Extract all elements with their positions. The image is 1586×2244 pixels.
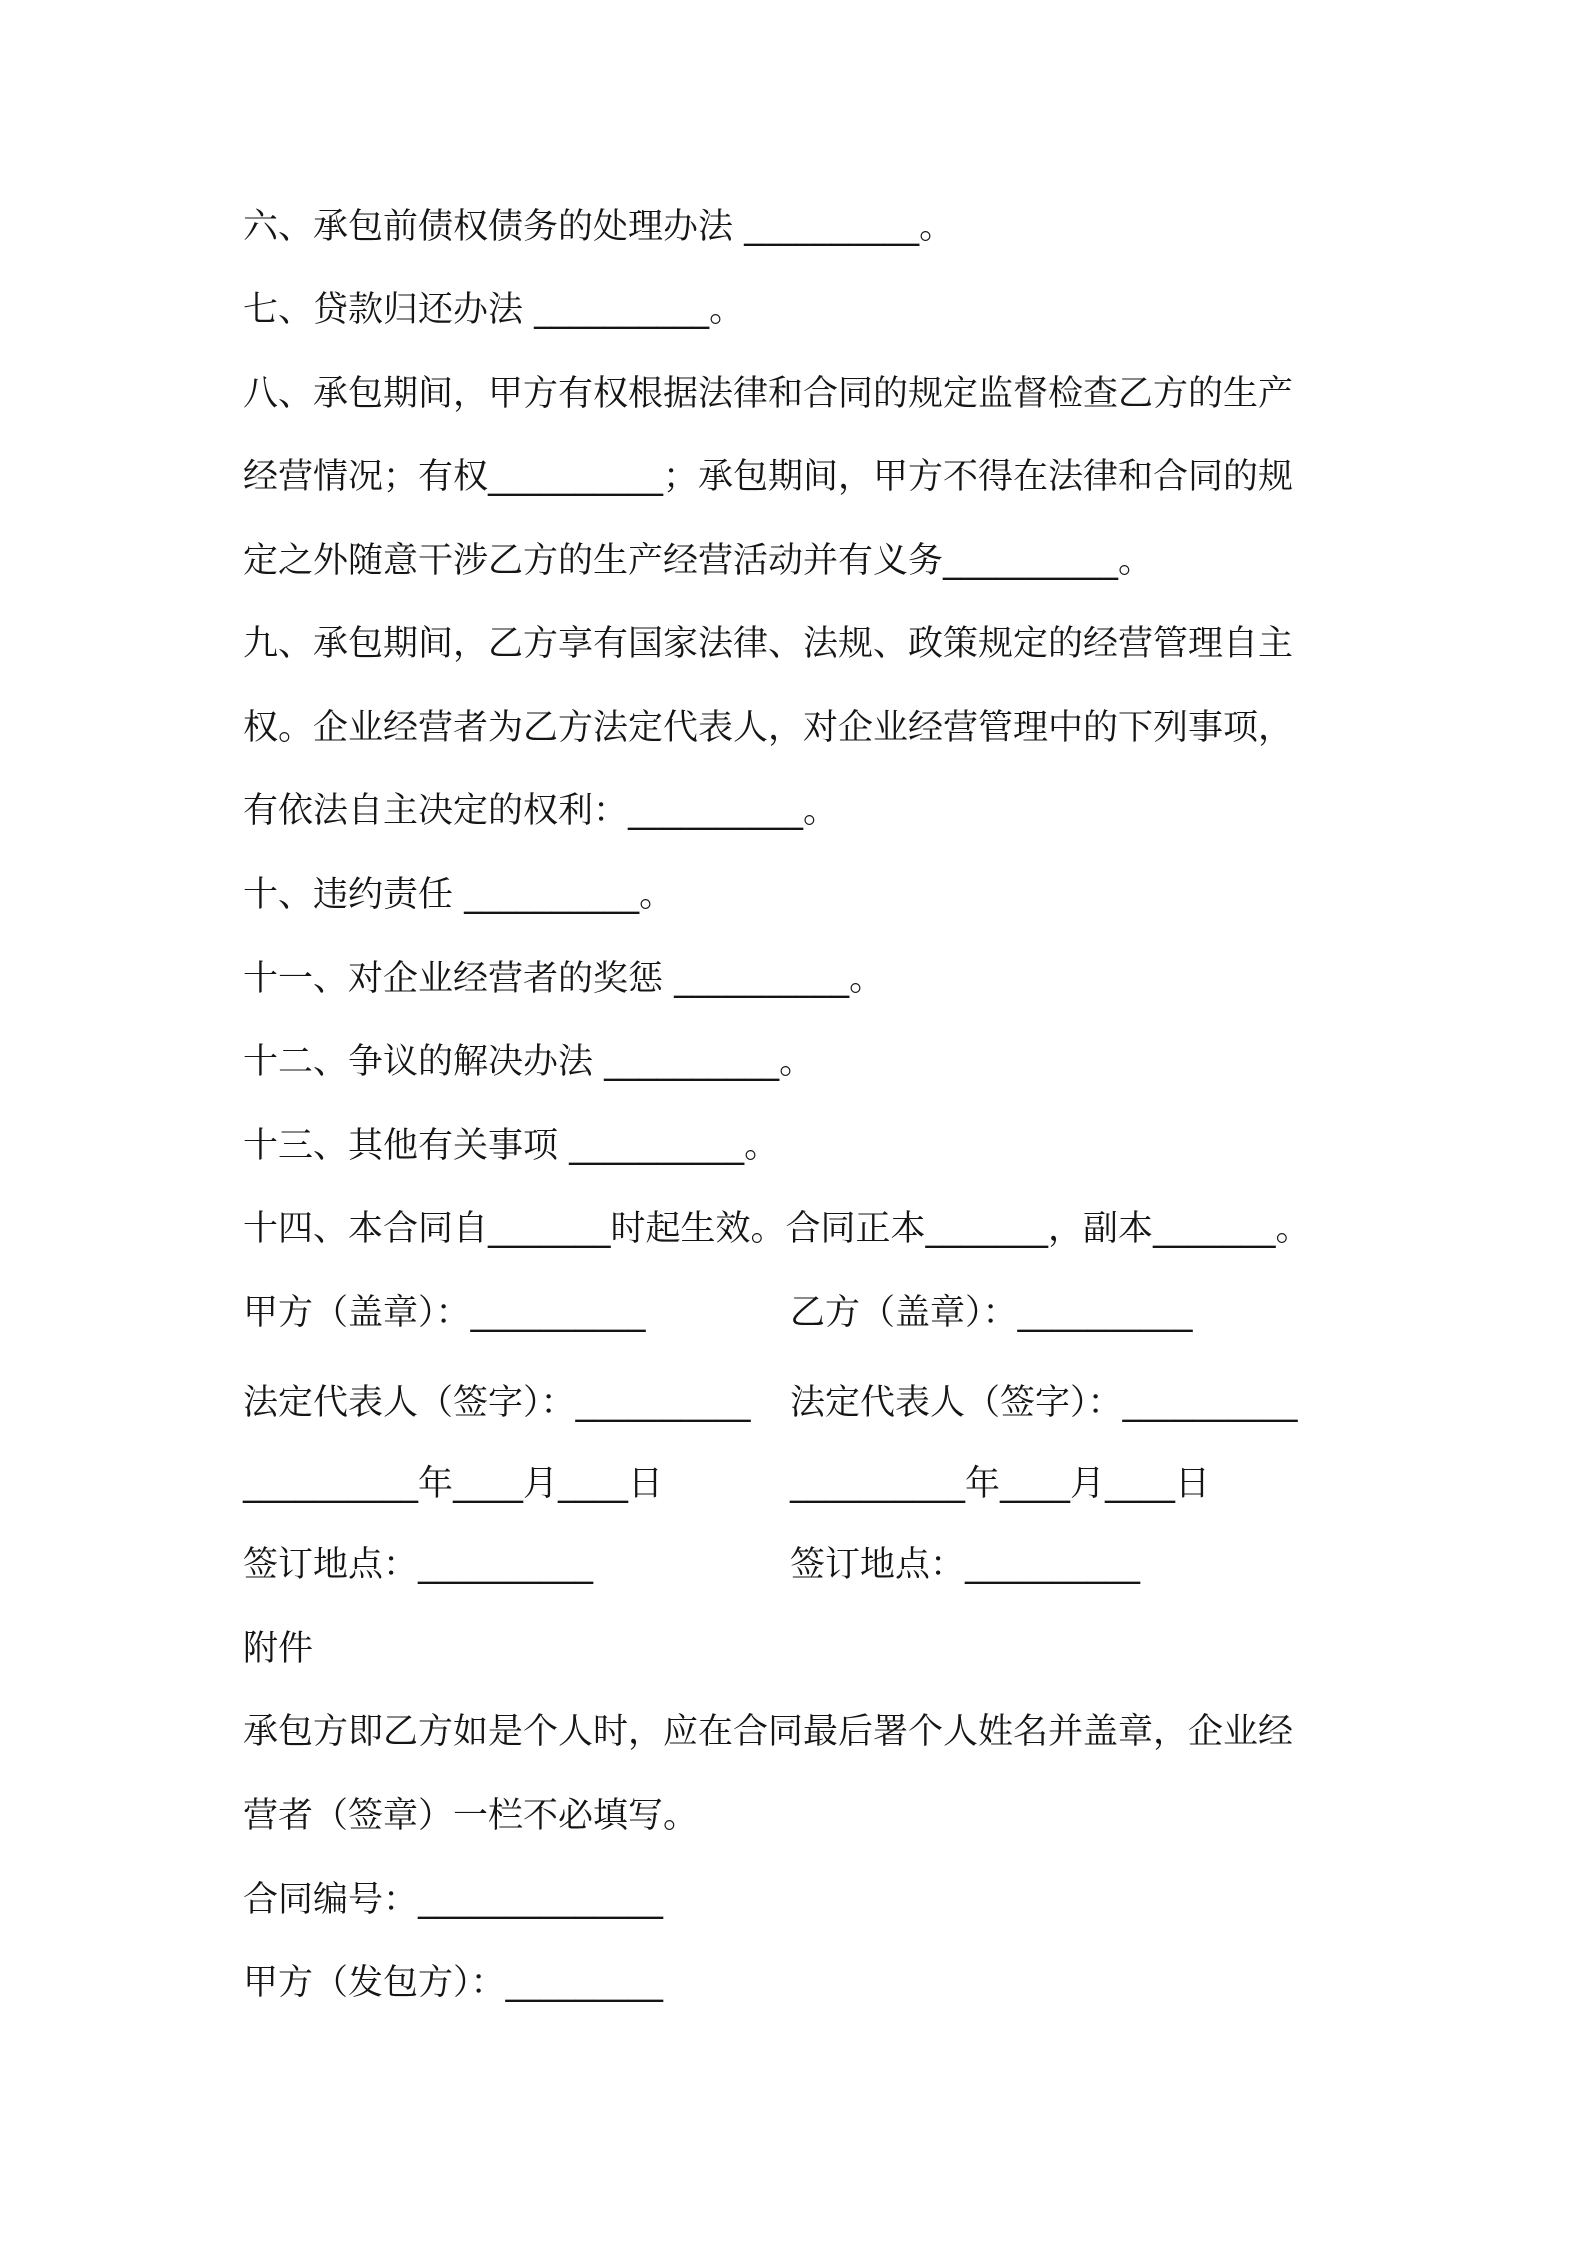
clause-14: 十四、本合同自_______时起生效。合同正本_______，副本_______。	[243, 1209, 1311, 1249]
party-b-date: __________年____月____日	[790, 1464, 1211, 1504]
party-a-representative: 法定代表人（签字）：__________	[243, 1383, 751, 1423]
clause-7: 七、贷款归还办法 __________。	[243, 290, 745, 330]
clause-10: 十、违约责任 __________。	[243, 875, 675, 915]
clause-9-line-3: 有依法自主决定的权利：__________。	[243, 791, 839, 831]
appendix-note-line-2: 营者（签章）一栏不必填写。	[243, 1796, 699, 1836]
clause-8-line-2: 经营情况；有权__________；承包期间，甲方不得在法律和合同的规	[243, 457, 1294, 497]
clause-8-line-1: 八、承包期间，甲方有权根据法律和合同的规定监督检查乙方的生产	[243, 374, 1294, 414]
clause-11: 十一、对企业经营者的奖惩 __________。	[243, 959, 885, 999]
clause-13: 十三、其他有关事项 __________。	[243, 1126, 780, 1166]
appendix-note-line-1: 承包方即乙方如是个人时，应在合同最后署个人姓名并盖章，企业经	[243, 1712, 1294, 1752]
party-a-place: 签订地点：__________	[243, 1545, 594, 1585]
party-b-representative: 法定代表人（签字）：__________	[790, 1383, 1298, 1423]
clause-6: 六、承包前债权债务的处理办法 __________。	[243, 207, 955, 247]
party-b-place: 签订地点：__________	[790, 1545, 1141, 1585]
appendix-title: 附件	[243, 1629, 314, 1669]
party-a-seal: 甲方（盖章）：__________	[243, 1293, 646, 1333]
clause-9-line-2: 权。企业经营者为乙方法定代表人，对企业经营管理中的下列事项，	[243, 708, 1294, 748]
party-a-issuer: 甲方（发包方）：_________	[243, 1963, 664, 2003]
clause-9-line-1: 九、承包期间，乙方享有国家法律、法规、政策规定的经营管理自主	[243, 624, 1294, 664]
party-b-seal: 乙方（盖章）：__________	[790, 1293, 1193, 1333]
party-a-date: __________年____月____日	[243, 1464, 664, 1504]
clause-12: 十二、争议的解决办法 __________。	[243, 1042, 815, 1082]
clause-8-line-3: 定之外随意干涉乙方的生产经营活动并有义务__________。	[243, 541, 1154, 581]
contract-number: 合同编号：______________	[243, 1880, 664, 1920]
